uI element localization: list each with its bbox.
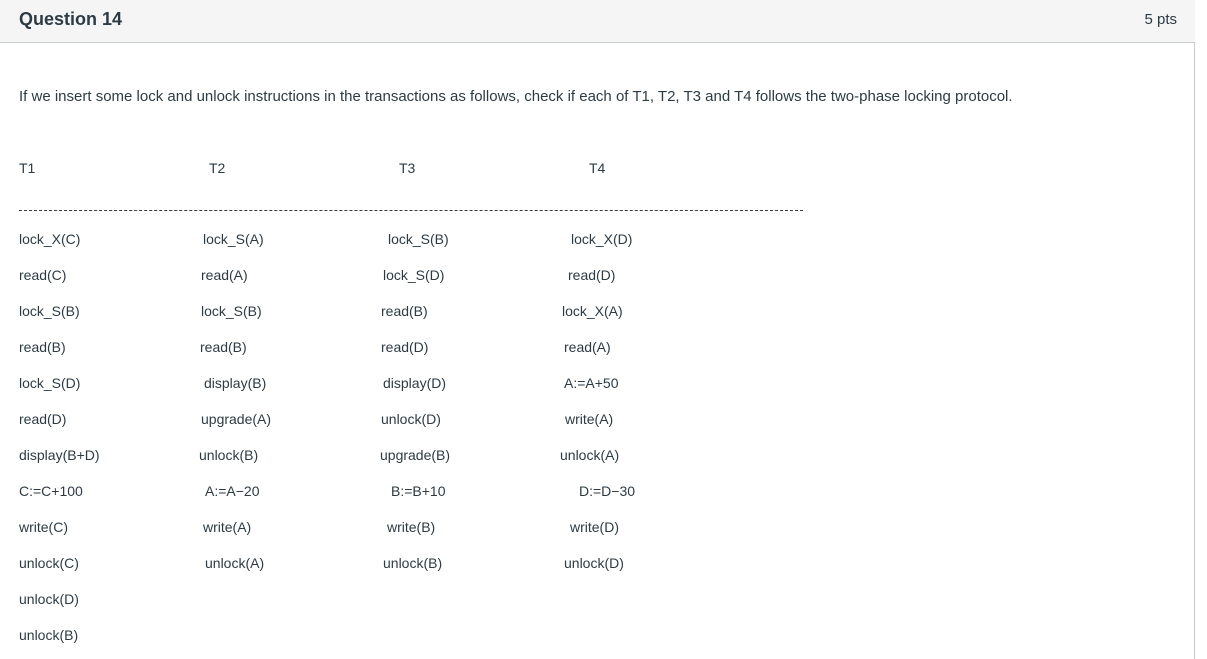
cell-t3-row-6: unlock(D) bbox=[381, 411, 441, 427]
cell-t2-row-3: lock_S(B) bbox=[201, 303, 262, 319]
cell-t2-row-4: read(B) bbox=[200, 339, 247, 355]
cell-t3-row-1: lock_S(B) bbox=[388, 231, 449, 247]
cell-t2-row-6: upgrade(A) bbox=[201, 411, 272, 427]
cell-t4-row-10: unlock(D) bbox=[564, 555, 624, 571]
cell-t2-row-7: unlock(B) bbox=[199, 447, 259, 463]
cell-t4-row-5: A:=A+50 bbox=[564, 375, 619, 391]
cell-t4-row-1: lock_X(D) bbox=[571, 231, 633, 247]
cell-t3-row-2: lock_S(D) bbox=[383, 267, 445, 283]
cell-t1-row-4: read(B) bbox=[19, 339, 66, 355]
cell-t1-row-7: display(B+D) bbox=[19, 447, 100, 463]
cell-t4-row-6: write(A) bbox=[565, 411, 614, 427]
cell-t3-row-5: display(D) bbox=[383, 375, 447, 391]
column-header-t4: T4 bbox=[589, 160, 606, 176]
cell-t1-row-6: read(D) bbox=[19, 411, 67, 427]
question-text: If we insert some lock and unlock instructions in the transactions as follows, check if each of T1, T2, T3 and T4 follows the two-phase locking protocol. bbox=[19, 88, 1013, 105]
cell-t3-row-3: read(B) bbox=[381, 303, 428, 319]
cell-t1-row-3: lock_S(B) bbox=[19, 303, 80, 319]
cell-t4-row-8: D:=D−30 bbox=[579, 483, 636, 499]
cell-t3-row-4: read(D) bbox=[381, 339, 429, 355]
cell-t3-row-8: B:=B+10 bbox=[391, 483, 446, 499]
column-header-t1: T1 bbox=[19, 160, 36, 176]
question-title: Question 14 bbox=[19, 9, 123, 29]
cell-t1-row-8: C:=C+100 bbox=[19, 483, 83, 499]
cell-t4-row-2: read(D) bbox=[568, 267, 616, 283]
cell-t3-row-10: unlock(B) bbox=[383, 555, 443, 571]
column-header-t2: T2 bbox=[209, 160, 226, 176]
question-header bbox=[0, 0, 1195, 43]
question-points: 5 pts bbox=[1144, 11, 1177, 28]
cell-t1-row-11: unlock(D) bbox=[19, 591, 79, 607]
cell-t3-row-9: write(B) bbox=[387, 519, 436, 535]
column-header-t3: T3 bbox=[399, 160, 416, 176]
cell-t4-row-3: lock_X(A) bbox=[562, 303, 623, 319]
cell-t1-row-12: unlock(B) bbox=[19, 627, 79, 643]
cell-t2-row-1: lock_S(A) bbox=[203, 231, 264, 247]
cell-t2-row-8: A:=A−20 bbox=[205, 483, 260, 499]
cell-t2-row-9: write(A) bbox=[203, 519, 252, 535]
cell-t1-row-9: write(C) bbox=[19, 519, 68, 535]
cell-t1-row-1: lock_X(C) bbox=[19, 231, 81, 247]
cell-t1-row-5: lock_S(D) bbox=[19, 375, 81, 391]
cell-t1-row-2: read(C) bbox=[19, 267, 67, 283]
cell-t3-row-7: upgrade(B) bbox=[380, 447, 451, 463]
cell-t4-row-7: unlock(A) bbox=[560, 447, 620, 463]
cell-t4-row-4: read(A) bbox=[564, 339, 611, 355]
dashed-divider bbox=[19, 210, 803, 211]
cell-t2-row-5: display(B) bbox=[204, 375, 267, 391]
cell-t2-row-10: unlock(A) bbox=[205, 555, 265, 571]
cell-t2-row-2: read(A) bbox=[201, 267, 248, 283]
cell-t1-row-10: unlock(C) bbox=[19, 555, 79, 571]
cell-t4-row-9: write(D) bbox=[570, 519, 619, 535]
